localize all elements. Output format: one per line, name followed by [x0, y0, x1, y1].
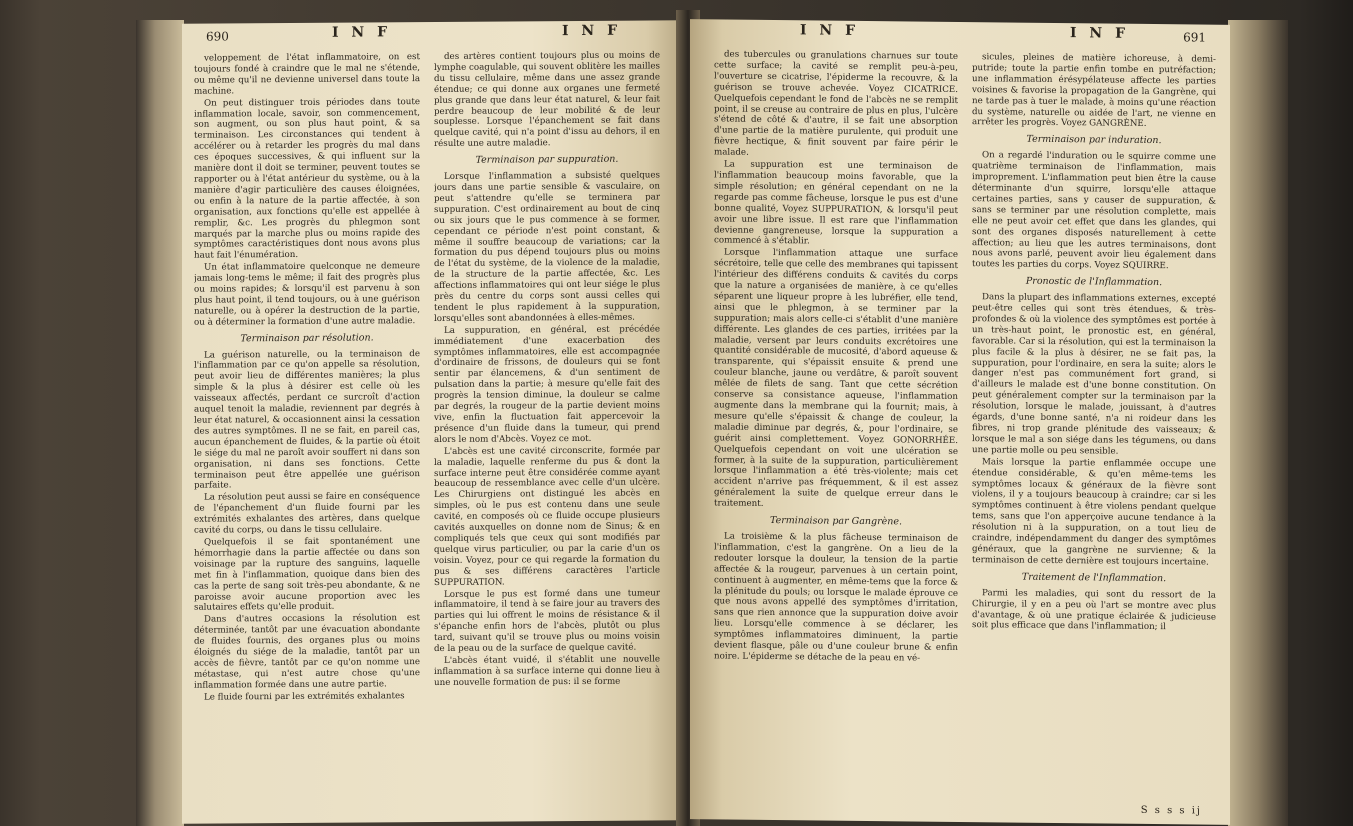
text-column	[714, 49, 958, 816]
paragraph: On a regardé l'induration ou le squirre comme une quatrième terminaison de l'inflammation, mais improprement. L'inflammation peut bien être la cause déterminante d'un squirre, lorsqu'elle attaque certaines parties, sans y causer de suppuration, & sans se terminer par une résolution complette, mais elle ne peut avoir cet effet que dans les glandes, qui sont des organes disposés naturellement à cette affection; au lieu que les autres terminaisons, dont nous avons parlé, peuvent avoir lieu également dans toutes les parties du corps. Voyez SQUIRRE.	[972, 150, 1216, 272]
section-heading: Terminaison par induration.	[1026, 134, 1162, 147]
signature-mark: S s s s ij	[1140, 804, 1202, 817]
running-head: I N F	[800, 22, 860, 39]
paragraph: Dans la plupart des inflammations externes, excepté peut-être celles qui sont très étendues, & très-profondes & où la violence des symptômes est portée à un très-haut point, le pronostic est, en général, favorable. Car si la résolution, qui est la terminaison la plus facile & la plus à désirer, ne se fait pas, la suppuration, pour l'ordinaire, en sera la suite; alors le danger n'est pas communément fort grand, si d'ailleurs le malade est d'une bonne constitution. On peut généralement compter sur la terminaison par la résolution, lorsque le malade, jouissant, à d'autres égards, d'une bonne santé, n'a ni roideur dans les fibres, ni trop grande plénitude des vaisseaux; & lorsque le mal a son siége dans les tégumens, ou dans une partie molle ou peu sensible.	[972, 292, 1216, 457]
running-head: I N F	[1070, 25, 1130, 42]
left-page-header	[182, 20, 682, 51]
paragraph: Lorsque l'inflammation attaque une surface sécrétoire, telle que celle des membranes qui tapissent l'intérieur des différens conduits & cavités du corps que la nature a organisées de manière, à ce qu'elles séparent une liqueur propre à les lubréfier, elle tend, ainsi que le phlegmon, à se terminer par la suppuration; mais alors celle-ci s'établit d'une manière différente. Les glandes de ces parties, irritées par la maladie, versent par leurs conduits excrétoires une quantité considérable de mucosité, d'abord aqueuse & transparente, qui s'épaissit ensuite & prend une couleur blanche, jaune ou verdâtre, & paroît souvent mêlée de filets de sang. Tant que cette sécrétion conserve sa consistance aqueuse, l'inflammation augmente dans la membrane qui la fournit; mais, à mesure qu'elle s'épaissit & change de couleur, la maladie diminue par degrés, &, pour l'ordinaire, se guérit ainsi complettement. Voyez GONORRHÉE. Quelquefois cependant on voit une ulcération se former, à la suite de la suppuration, particulièrement lorsque l'inflammation a été très-violente; mais cet accident n'arrive pas fréquemment, & il est assez généralement la suite de quelque erreur dans le traitement.	[714, 247, 958, 510]
left-page-edges	[136, 20, 184, 826]
paragraph: Un état inflammatoire quelconque ne demeure jamais long-tems le même; il fait des progrès plus ou moins rapides; & lorsqu'il est parvenu à son plus haut point, il tend toujours, ou à une guérison naturelle, ou à opérer la destruction de la partie, ou à déterminer la formation d'une autre maladie.	[194, 261, 420, 328]
left-page	[182, 20, 682, 823]
section-heading: Terminaison par Gangrène.	[769, 515, 903, 528]
paragraph: La troisième & la plus fâcheuse terminaison de l'inflammation, c'est la gangrène. On a lieu de la redouter lorsque la douleur, la tension de la partie affectée & la rougeur, parvenues à un certain point, continuent à augmenter, en même-tems que la force & la plénitude du pouls; ou lorsque le malade éprouve ce que nous avons appellé des symptômes d'irritation, sans que rien annonce que la suppuration doive avoir lieu. Lorsqu'elle commence à se déclarer, les symptômes inflammatoires diminuent, la partie devient flasque, pâle ou d'une couleur brune & enfin noire. L'épiderme se détache de la peau en vé-	[714, 531, 958, 664]
text-column	[434, 50, 660, 816]
paragraph: Lorsque l'inflammation a subsisté quelques jours dans une partie sensible & vasculaire, on peut s'attendre qu'elle se terminera par suppuration. C'est ordinairement au bout de cinq ou six jours que le pus commence à se former, cependant ce période n'est point constant, & même il souffre beaucoup de variations; car la formation du pus dépend toujours plus ou moins de l'état du système, de la violence de la maladie, de la structure de la partie affectée, &c. Les affections inflammatoires qui ont leur siége le plus près du centre du corps sont aussi celles qui tendent le plus rapidement à la suppuration, lorsqu'elles sont abandonnées à elles-mêmes.	[434, 170, 660, 324]
paragraph: La résolution peut aussi se faire en conséquence de l'épanchement d'un fluide fourni par les extrémités exhalantes des artères, dans quelque cavité du corps, ou dans le tissu cellulaire.	[194, 491, 420, 536]
page-number: 691	[1183, 30, 1206, 45]
paragraph: Lorsque le pus est formé dans une tumeur inflammatoire, il tend à se faire jour au travers des parties qui lui offrent le moins de résistance & il s'épanche enfin hors de l'abcès, plutôt ou plus tard, suivant qu'il se trouve plus ou moins voisin de la peau ou de la surface de quelque cavité.	[434, 587, 660, 655]
page-number: 690	[206, 29, 229, 44]
text-column	[194, 52, 420, 818]
right-page	[690, 19, 1230, 825]
paragraph: Le fluide fourni par les extrémités exhalantes	[204, 690, 405, 703]
paragraph: La suppuration, en général, est précédée immédiatement d'une exacerbation des symptômes inflammatoires, elle est accompagnée d'ordinaire de frissons, de douleurs qui se font sentir par élancemens, & d'un sentiment de pulsation dans la partie; à mesure qu'elle fait des progrès la tension diminue, la douleur se calme par degrés, la rougeur de la partie devient moins vive, enfin la fluctuation fait appercevoir la présence d'un fluide dans la tumeur, qui prend alors le nom d'Abcès. Voyez ce mot.	[434, 324, 660, 445]
paragraph: La guérison naturelle, ou la terminaison de l'inflammation par ce qu'on appelle sa résolution, peut avoir lieu de différentes manières; la plus simple & la plus à désirer est celle où les vaisseaux affectés, perdant ce surcroît d'action auquel tenoit la maladie, reviennent par degrés à leur état naturel, & occasionnent ainsi la cessation des autres symptômes. Il ne se fait, en pareil cas, aucun épanchement de fluides, & la partie où étoit le siége du mal ne paroît avoir souffert ni dans son organisation, ni dans ses fonctions. Cette terminaison peut être appellée une guérison parfaite.	[194, 348, 420, 492]
running-head: I N F	[332, 24, 392, 41]
section-heading: Terminaison par suppuration.	[475, 153, 619, 166]
paragraph: Mais lorsque la partie enflammée occupe une étendue considérable, & qu'en même-tems les symptômes locaux & généraux de la fièvre sont violens, il y a toujours beaucoup à craindre; car si les symptômes continuent à être violens pendant quelque tems, sans que l'on apperçoive aucune tendance à la résolution ni à la suppuration, on a tout lieu de craindre, indépendamment du danger des symptômes généraux, que la gangrène ne survienne; & la terminaison de cette dernière est toujours incertaine.	[972, 456, 1216, 568]
paragraph: L'abcès étant vuidé, il s'établit une nouvelle inflammation à sa surface interne qui donne lieu à une nouvelle formation de pus: il se forme	[434, 654, 660, 688]
paragraph: des tubercules ou granulations charnues sur toute cette surface; la cavité se remplit peu-à-peu, l'ouverture se cicatrise, l'épiderme la recouvre, & la guérison se trouve achevée. Voyez CICATRICE. Quelquefois cependant le fond de l'abcès ne se remplit point, il se creuse au contraire de plus en plus, l'ulcère s'étend de côté & d'autre, il se fait une absorption d'une partie de la matière purulente, qui produit une fièvre hectique, & finit souvent par faire périr le malade.	[714, 49, 958, 158]
paragraph: Quelquefois il se fait spontanément une hémorrhagie dans la partie affectée ou dans son voisinage par la rupture des sanguins, laquelle met fin à l'inflammation, quoique dans bien des cas la perte de sang soit très-peu abondante, & ne paroisse avoir aucune proportion avec les salutaires effets qu'elle produit.	[194, 536, 420, 614]
right-page-edges	[1228, 20, 1288, 826]
section-heading: Traitement de l'Inflammation.	[1021, 571, 1167, 584]
paragraph: L'abcès est une cavité circonscrite, formée par la maladie, laquelle renferme du pus & dont la surface interne peut être considérée comme ayant beaucoup de ressemblance avec celle d'un ulcère. Les Chirurgiens ont distingué les abcès en simples, où le pus est contenu dans une seule cavité, en composés où ce fluide occupe plusieurs cavités auxquelles on donne nom de Sinus; & en compliqués tels que ceux qui sont modifiés par quelque virus particulier, ou par la carie d'un os voisin. Voyez, pour ce qui regarde la formation du pus & ses différens caractères l'article SUPPURATION.	[434, 445, 660, 588]
running-head: I N F	[562, 22, 622, 40]
section-heading: Terminaison par résolution.	[240, 332, 374, 344]
paragraph: sicules, pleines de matière ichoreuse, à demi-putride; toute la partie enfin tombe en putréfaction; une inflammation érésypélateuse affecte les parties voisines & favorise la propagation de la Gangrène, qui ne tarde pas à tuer le malade, à moins qu'une réaction du système, naturelle ou aidée de l'art, ne vienne en arrêter les progrès. Voyez GANGRÈNE.	[972, 52, 1216, 130]
text-column	[972, 52, 1216, 819]
paragraph: veloppement de l'état inflammatoire, on est toujours fondé à craindre que le mal ne s'étende, ou même qu'il ne devienne universel dans toute la machine.	[194, 52, 420, 97]
paragraph: Parmi les maladies, qui sont du ressort de la Chirurgie, il y en a peu où l'art se montre avec plus d'avantage, & où une pratique éclairée & judicieuse soit plus efficace que dans l'inflammation; il	[972, 587, 1216, 633]
paragraph: des artères contient toujours plus ou moins de lymphe coagulable, qui souvent oblitère les mailles du tissu cellulaire, même dans une assez grande étendue; ce qui donne aux organes une fermeté plus grande que dans leur état naturel, & leur fait perdre beaucoup de leur mobilité & de leur souplesse. Lorsque l'épanchement se fait dans quelque cavité, qui n'a point d'issu au dehors, il en résulte une autre maladie.	[434, 50, 660, 150]
right-page-header	[690, 19, 1230, 53]
paragraph: Dans d'autres occasions la résolution est déterminée, tantôt par une évacuation abondante de fluides fournis, des organes plus ou moins éloignés du siége de la maladie, tantôt par un accès de fièvre, tantôt par ce qu'on nomme une métastase, qui n'est autre chose qu'une inflammation formée dans une autre partie.	[194, 613, 420, 691]
section-heading: Pronostic de l'Inflammation.	[1025, 275, 1163, 289]
paragraph: La suppuration est une terminaison de l'inflammation beaucoup moins favorable, que la simple résolution; en général cependant on ne la regarde pas comme fâcheuse, lorsque le pus est d'une bonne qualité, Voyez SUPPURATION, & lorsqu'il peut avoir une libre issue. Il est rare que l'inflammation devienne gangreneuse, lorsque la suppuration a commencé à s'établir.	[714, 159, 958, 247]
paragraph: On peut distinguer trois périodes dans toute inflammation locale, savoir, son commencement, son augment, ou son plus haut point, & sa terminaison. Les circonstances qui tendent à accélérer ou à retarder les progrès du mal dans ces époques successives, & qui influent sur la manière dont il doit se terminer, peuvent toutes se rapporter ou à l'état antérieur du système, ou à la manière d'agir particulière des causes éloignées, ou enfin à la nature de la partie affectée, à son organisation, aux fonctions qu'elle est appellée à remplir, &c. Les progrès du phlegmon sont marqués par la marche plus ou moins rapide des symptômes caractéristiques dont nous avons plus haut fait l'énumération.	[194, 96, 420, 261]
